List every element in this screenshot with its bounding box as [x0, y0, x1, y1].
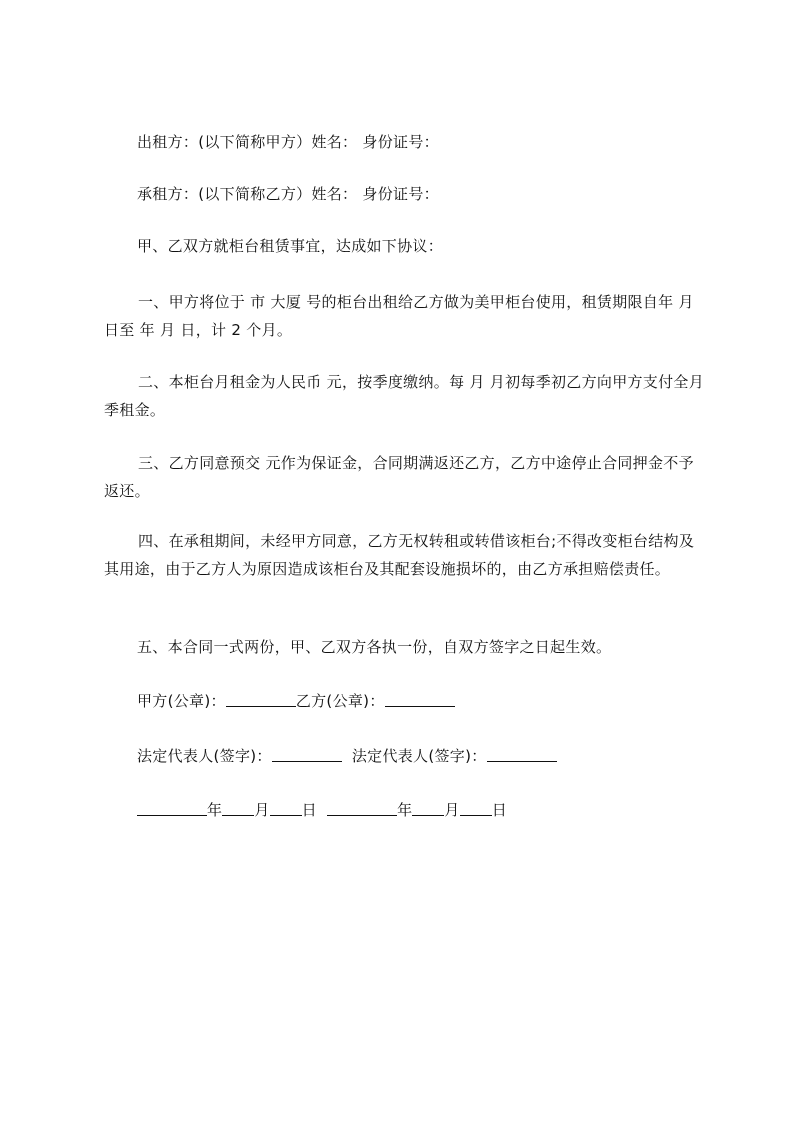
lessor-line: 出租方：(以下简称甲方）姓名： 身份证号： [137, 133, 439, 151]
month-a-label: 月 [254, 801, 270, 819]
clause-3 [104, 449, 704, 505]
clause-3-text: 三、乙方同意预交 元作为保证金，合同期满返还乙方，乙方中途停止合同押金不予返还。 [104, 454, 694, 500]
day-b-blank[interactable] [460, 799, 492, 816]
year-b-blank[interactable] [327, 799, 397, 816]
month-b-label: 月 [444, 801, 460, 819]
representative-line [137, 742, 557, 770]
day-b-label: 日 [491, 801, 508, 819]
day-a-label: 日 [301, 801, 317, 819]
clause-2-text: 二、本柜台月租金为人民币 元，按季度缴纳。每 月 月初每季初乙方向甲方支付全月季租金。 [104, 373, 705, 419]
rep-a-blank[interactable] [272, 745, 342, 762]
lessee-line: 承租方：(以下简称乙方）姓名： 身份证号： [137, 185, 439, 203]
rep-b-blank[interactable] [487, 745, 557, 762]
clause-2 [104, 368, 704, 424]
clause-4-text: 四、在承租期间，未经甲方同意，乙方无权转租或转借该柜台;不得改变柜台结构及其用途，由于乙方人为原因造成该柜台及其配套设施损坏的，由乙方承担赔偿责任。 [104, 532, 695, 578]
clause-4 [104, 527, 704, 583]
month-b-blank[interactable] [412, 799, 444, 816]
month-a-blank[interactable] [222, 799, 254, 816]
date-line [137, 796, 507, 824]
party-a-seal-label: 甲方(公章)： [137, 692, 226, 710]
agreement-intro: 甲、乙双方就柜台租赁事宜，达成如下协议： [137, 237, 444, 255]
party-b-seal-blank[interactable] [385, 690, 455, 707]
clause-1 [104, 288, 704, 344]
clause-1-text: 一、甲方将位于 市 大厦 号的柜台出租给乙方做为美甲柜台使用，租赁期限自年 月 日至 年 月 日，计 2 个月。 [104, 293, 694, 339]
rep-b-label: 法定代表人(签字)： [351, 747, 487, 765]
day-a-blank[interactable] [270, 799, 302, 816]
rep-a-label: 法定代表人(签字)： [137, 747, 272, 765]
party-a-seal-blank[interactable] [226, 690, 296, 707]
clause-5: 五、本合同一式两份，甲、乙双方各执一份，自双方签字之日起生效。 [137, 638, 612, 656]
year-a-label: 年 [207, 801, 223, 819]
seal-line [137, 687, 455, 715]
year-a-blank[interactable] [137, 799, 207, 816]
party-b-seal-label: 乙方(公章)： [295, 692, 385, 710]
year-b-label: 年 [397, 801, 413, 819]
